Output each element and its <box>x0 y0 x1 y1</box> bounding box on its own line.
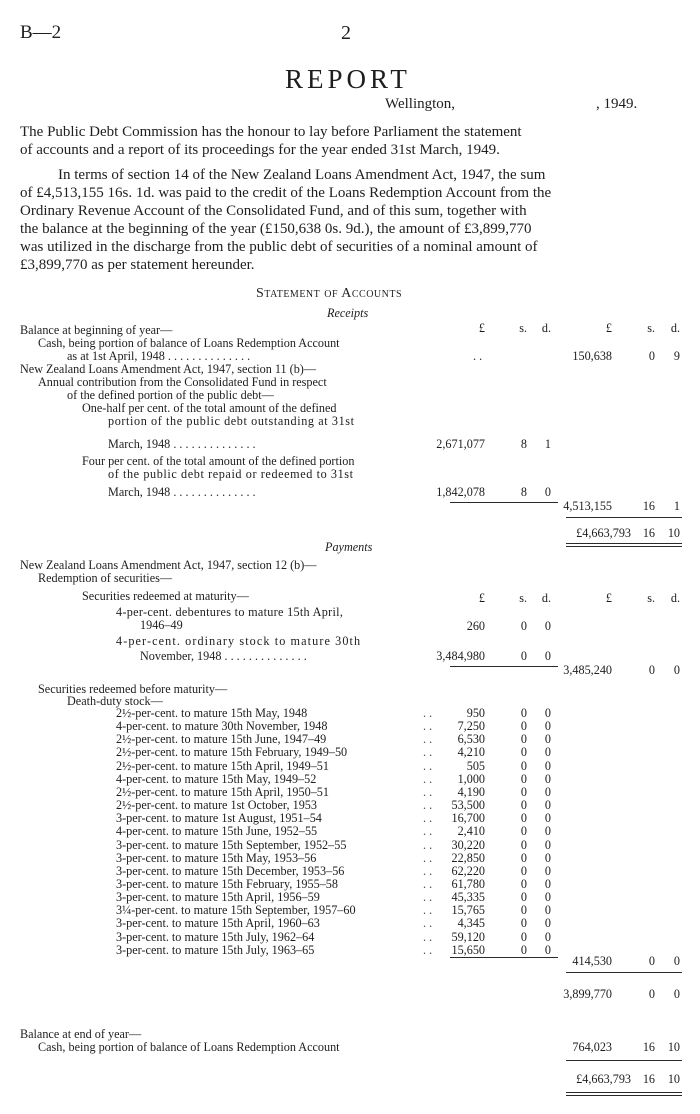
receipts-subtotal-pounds: 4,513,155 <box>563 499 612 513</box>
death-duty-row-pounds: 59,120 <box>451 930 485 944</box>
death-duty-row-pounds: 2,410 <box>457 824 485 838</box>
redeemed-total-pence: 0 <box>673 987 680 1001</box>
four-per-cent-shillings: 8 <box>520 485 527 499</box>
death-duty-row-shillings: 0 <box>520 772 527 786</box>
total-rule-bottom <box>566 543 682 544</box>
receipts-total-pounds: £4,663,793 <box>576 526 631 540</box>
death-duty-row-leader: . . <box>423 890 433 904</box>
cash-end-label: Cash, being portion of balance of Loans Redemption Account <box>38 1040 340 1054</box>
intro-line: The Public Debt Commission has the honour to lay before Parliament the statement <box>20 124 522 140</box>
death-duty-row-pence: 0 <box>544 851 551 865</box>
death-duty-row-leader: . . <box>423 772 433 786</box>
debentures-line-2: 1946–49 <box>140 618 183 632</box>
total-rule-top <box>566 517 682 518</box>
act-section-11: New Zealand Loans Amendment Act, 1947, section 11 (b)— <box>20 362 317 376</box>
payments-total-rule-top <box>566 1060 682 1061</box>
cash-end-shillings: 16 <box>642 1040 655 1054</box>
death-duty-row-pence: 0 <box>544 745 551 759</box>
death-duty-row-pence: 0 <box>544 772 551 786</box>
death-duty-row-pence: 0 <box>544 824 551 838</box>
death-duty-row-pounds: 6,530 <box>457 732 485 746</box>
ordinary-stock-pence: 0 <box>544 649 551 663</box>
death-duty-row-shillings: 0 <box>520 916 527 930</box>
balance-begin-label: Balance at beginning of year— <box>20 323 173 337</box>
intro-line: the balance at the beginning of the year (£150,638 0s. 9d.), the amount of £3,899,770 <box>20 221 532 237</box>
pay-col-header-pence: d. <box>541 591 551 605</box>
death-duty-row-shillings: 0 <box>520 877 527 891</box>
death-duty-row-pence: 0 <box>544 877 551 891</box>
total-rule-bottom-2 <box>566 546 682 547</box>
before-maturity-label: Securities redeemed before maturity— <box>38 682 228 696</box>
four-per-cent-line-1: Four per cent. of the total amount of the defined portion <box>82 454 355 468</box>
receipts-subtotal-pence: 1 <box>673 499 680 513</box>
payments-total-pence: 10 <box>667 1072 680 1086</box>
intro-line: £3,899,770 as per statement hereunder. <box>20 257 255 273</box>
maturity-total-pounds: 3,485,240 <box>563 663 612 677</box>
annual-contribution-2: of the defined portion of the public debt— <box>67 388 274 402</box>
pay-col-header-shillings: s. <box>519 591 527 605</box>
intro-line: In terms of section 14 of the New Zealand Loans Amendment Act, 1947, the sum <box>58 167 546 183</box>
death-duty-row-shillings: 0 <box>520 824 527 838</box>
death-duty-row-pence: 0 <box>544 785 551 799</box>
death-duty-row-shillings: 0 <box>520 838 527 852</box>
four-per-cent-pounds: 1,842,078 <box>436 485 485 499</box>
death-duty-row-pence: 0 <box>544 798 551 812</box>
maturity-total-pence: 0 <box>673 663 680 677</box>
death-duty-row-pounds: 7,250 <box>457 719 485 733</box>
death-duty-row-pounds: 505 <box>466 759 485 773</box>
death-duty-row-pence: 0 <box>544 916 551 930</box>
death-duty-row-desc: 3-per-cent. to mature 15th July, 1963–65 <box>116 943 315 957</box>
four-per-cent-line-3: March, 1948 . . <box>108 486 256 498</box>
death-duty-row-shillings: 0 <box>520 759 527 773</box>
death-duty-row-pence: 0 <box>544 759 551 773</box>
death-duty-row-pence: 0 <box>544 890 551 904</box>
pay-col-header-pound: £ <box>478 591 485 605</box>
cash-pence: 9 <box>673 349 680 363</box>
death-duty-row-pounds: 30,220 <box>451 838 485 852</box>
one-half-pence: 1 <box>544 437 551 451</box>
death-duty-row-leader: . . <box>423 930 433 944</box>
death-duty-row-shillings: 0 <box>520 719 527 733</box>
col-header-pence: d. <box>541 321 551 335</box>
death-duty-row-pence: 0 <box>544 930 551 944</box>
debentures-line-1: 4-per-cent. debentures to mature 15th April, <box>116 605 344 619</box>
redemption-label: Redemption of securities— <box>38 571 173 585</box>
death-duty-row-leader: . . <box>423 745 433 759</box>
death-duty-row-pounds: 15,765 <box>451 903 485 917</box>
payments-total-rule-bottom <box>566 1092 682 1093</box>
pay-col-header-pence-2: d. <box>670 591 680 605</box>
death-duty-row-shillings: 0 <box>520 732 527 746</box>
death-duty-row-leader: . . <box>423 785 433 799</box>
death-duty-row-desc: 3-per-cent. to mature 15th April, 1960–63 <box>116 916 320 930</box>
death-duty-total-pounds: 414,530 <box>572 954 612 968</box>
death-duty-row-desc: 2½-per-cent. to mature 15th February, 1949–50 <box>116 745 348 759</box>
ordinary-stock-line-2: November, 1948 . . <box>140 650 307 662</box>
four-per-cent-pence: 0 <box>544 485 551 499</box>
balance-end-label: Balance at end of year— <box>20 1027 142 1041</box>
col-header-pound-2: £ <box>605 321 612 335</box>
death-duty-row-leader: . . <box>423 732 433 746</box>
cash-end-pence: 10 <box>667 1040 680 1054</box>
death-duty-row-shillings: 0 <box>520 890 527 904</box>
statement-heading: Statement of Accounts <box>256 286 403 301</box>
cash-pounds: 150,638 <box>572 349 612 363</box>
death-duty-row-shillings: 0 <box>520 903 527 917</box>
at-maturity-label: Securities redeemed at maturity— <box>82 589 249 603</box>
death-duty-row-pounds: 45,335 <box>451 890 485 904</box>
death-duty-row-pence: 0 <box>544 719 551 733</box>
cash-dots: . . <box>473 349 483 363</box>
pay-col-header-shillings-2: s. <box>647 591 655 605</box>
death-duty-row-desc: 4-per-cent. to mature 15th May, 1949–52 <box>116 772 317 786</box>
intro-line: was utilized in the discharge from the public debt of securities of a nominal amount of <box>20 239 538 255</box>
death-duty-row-shillings: 0 <box>520 706 527 720</box>
death-duty-row-shillings: 0 <box>520 798 527 812</box>
redeemed-total-shillings: 0 <box>648 987 655 1001</box>
payments-heading: Payments <box>325 540 373 554</box>
death-duty-row-desc: 3-per-cent. to mature 15th April, 1956–59 <box>116 890 320 904</box>
death-duty-row-desc: 3-per-cent. to mature 1st August, 1951–54 <box>116 811 322 825</box>
payments-total-rule-bottom-2 <box>566 1095 682 1096</box>
death-duty-row-shillings: 0 <box>520 745 527 759</box>
one-half-line-3: March, 1948 . . <box>108 438 256 450</box>
death-duty-row-pence: 0 <box>544 903 551 917</box>
maturity-total-shillings: 0 <box>648 663 655 677</box>
ordinary-stock-pounds: 3,484,980 <box>436 649 485 663</box>
death-duty-total-shillings: 0 <box>648 954 655 968</box>
receipts-heading: Receipts <box>327 306 369 320</box>
report-date: , 1949. <box>596 96 638 112</box>
death-duty-row-pounds: 4,210 <box>457 745 485 759</box>
death-duty-row-pounds: 15,650 <box>451 943 485 957</box>
death-duty-row-pence: 0 <box>544 706 551 720</box>
death-duty-row-leader: . . <box>423 916 433 930</box>
death-duty-row-pence: 0 <box>544 943 551 957</box>
death-duty-row-desc: 2½-per-cent. to mature 15th June, 1947–49 <box>116 732 327 746</box>
redeemed-total-rule <box>566 972 682 973</box>
death-duty-row-pounds: 1,000 <box>457 772 485 786</box>
death-duty-row-leader: . . <box>423 759 433 773</box>
receipts-total-shillings: 16 <box>642 526 655 540</box>
death-duty-row-desc: 3-per-cent. to mature 15th December, 1953–56 <box>116 864 345 878</box>
col-header-shillings: s. <box>519 321 527 335</box>
death-duty-row-leader: . . <box>423 706 433 720</box>
death-duty-row-shillings: 0 <box>520 943 527 957</box>
ordinary-stock-shillings: 0 <box>520 649 527 663</box>
page-title: REPORT <box>285 64 411 94</box>
death-duty-row-leader: . . <box>423 719 433 733</box>
death-duty-row-leader: . . <box>423 851 433 865</box>
death-duty-row-desc: 3-per-cent. to mature 15th February, 1955–58 <box>116 877 338 891</box>
redeemed-total-pounds: 3,899,770 <box>563 987 612 1001</box>
death-duty-row-desc: 3¼-per-cent. to mature 15th September, 1957–60 <box>116 903 356 917</box>
death-duty-row-desc: 3-per-cent. to mature 15th September, 1952–55 <box>116 838 347 852</box>
col-header-shillings-2: s. <box>647 321 655 335</box>
death-duty-row-leader: . . <box>423 824 433 838</box>
death-duty-row-shillings: 0 <box>520 864 527 878</box>
death-duty-row-shillings: 0 <box>520 851 527 865</box>
col-header-pence-2: d. <box>670 321 680 335</box>
intro-line: Ordinary Revenue Account of the Consolidated Fund, and of this sum, together with <box>20 203 527 219</box>
death-duty-row-pounds: 950 <box>466 706 485 720</box>
death-duty-row-leader: . . <box>423 864 433 878</box>
payments-total-pounds: £4,663,793 <box>576 1072 631 1086</box>
one-half-pounds: 2,671,077 <box>436 437 485 451</box>
intro-line: of £4,513,155 16s. 1d. was paid to the credit of the Loans Redemption Account from the <box>20 185 552 201</box>
death-duty-row-desc: 3-per-cent. to mature 15th May, 1953–56 <box>116 851 317 865</box>
debentures-shillings: 0 <box>520 619 527 633</box>
death-duty-row-pence: 0 <box>544 811 551 825</box>
cash-end-pounds: 764,023 <box>572 1040 612 1054</box>
death-duty-row-shillings: 0 <box>520 930 527 944</box>
death-duty-row-pounds: 4,190 <box>457 785 485 799</box>
intro-line: of accounts and a report of its proceedings for the year ended 31st March, 1949. <box>20 142 500 158</box>
death-duty-row-pounds: 61,780 <box>451 877 485 891</box>
death-duty-row-desc: 2½-per-cent. to mature 15th April, 1949–51 <box>116 759 329 773</box>
cash-shillings: 0 <box>648 349 655 363</box>
debentures-pounds: 260 <box>466 619 485 633</box>
one-half-line-2: portion of the public debt outstanding at 31st <box>108 414 355 428</box>
death-duty-row-desc: 3-per-cent. to mature 15th July, 1962–64 <box>116 930 315 944</box>
death-duty-row-pounds: 62,220 <box>451 864 485 878</box>
death-duty-total-pence: 0 <box>673 954 680 968</box>
payments-total-shillings: 16 <box>642 1072 655 1086</box>
pay-col-header-pound-2: £ <box>605 591 612 605</box>
report-place: Wellington, <box>385 96 456 112</box>
cash-line-1: Cash, being portion of balance of Loans Redemption Account <box>38 336 340 350</box>
act-section-12: New Zealand Loans Amendment Act, 1947, section 12 (b)— <box>20 558 317 572</box>
death-duty-row-leader: . . <box>423 811 433 825</box>
death-duty-row-desc: 4-per-cent. to mature 30th November, 1948 <box>116 719 328 733</box>
page-number: 2 <box>341 22 351 44</box>
death-duty-row-leader: . . <box>423 798 433 812</box>
debentures-pence: 0 <box>544 619 551 633</box>
death-duty-row-pence: 0 <box>544 732 551 746</box>
annual-contribution-1: Annual contribution from the Consolidated Fund in respect <box>38 375 327 389</box>
col-header-pound: £ <box>478 321 485 335</box>
death-duty-row-desc: 2½-per-cent. to mature 15th May, 1948 <box>116 706 308 720</box>
four-per-cent-line-2: of the public debt repaid or redeemed to 31st <box>108 467 354 481</box>
one-half-line-1: One-half per cent. of the total amount of the defined <box>82 401 337 415</box>
death-duty-row-leader: . . <box>423 903 433 917</box>
death-duty-row-desc: 2½-per-cent. to mature 15th April, 1950–51 <box>116 785 329 799</box>
ordinary-stock-line-1: 4-per-cent. ordinary stock to mature 30th <box>116 634 362 648</box>
one-half-shillings: 8 <box>520 437 527 451</box>
death-duty-row-pounds: 22,850 <box>451 851 485 865</box>
death-duty-row-leader: . . <box>423 838 433 852</box>
death-duty-row-leader: . . <box>423 943 433 957</box>
death-duty-row-pounds: 16,700 <box>451 811 485 825</box>
cash-line-2: as at 1st April, 1948 . . <box>67 350 250 362</box>
death-duty-row-desc: 4-per-cent. to mature 15th June, 1952–55 <box>116 824 318 838</box>
death-duty-row-pounds: 53,500 <box>451 798 485 812</box>
death-duty-label: Death-duty stock— <box>67 694 163 708</box>
death-duty-row-shillings: 0 <box>520 811 527 825</box>
death-duty-row-pence: 0 <box>544 838 551 852</box>
death-duty-row-leader: . . <box>423 877 433 891</box>
death-duty-row-pence: 0 <box>544 864 551 878</box>
receipts-total-pence: 10 <box>667 526 680 540</box>
receipts-subtotal-shillings: 16 <box>642 499 655 513</box>
sheet-reference: B—2 <box>20 22 62 43</box>
death-duty-row-shillings: 0 <box>520 785 527 799</box>
death-duty-row-pounds: 4,345 <box>457 916 485 930</box>
death-duty-row-desc: 2½-per-cent. to mature 1st October, 1953 <box>116 798 317 812</box>
